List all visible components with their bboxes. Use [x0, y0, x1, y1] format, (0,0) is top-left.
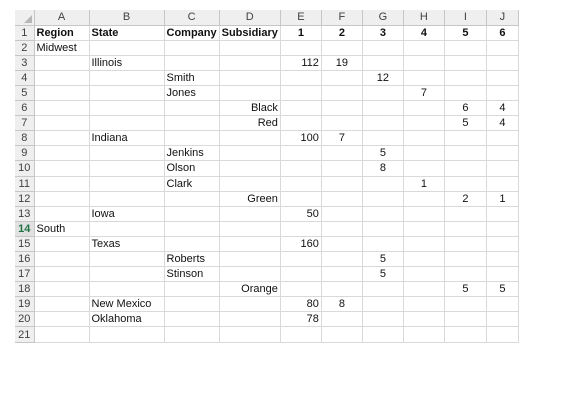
- cell-b2[interactable]: [89, 40, 164, 55]
- sheet-row: [15, 70, 518, 85]
- cell-table: [15, 10, 519, 343]
- spreadsheet-grid[interactable]: [15, 10, 535, 356]
- sheet-row: [15, 55, 518, 70]
- cell-i18[interactable]: 5: [444, 282, 486, 297]
- cell-g9[interactable]: 5: [362, 146, 403, 161]
- cell-e16[interactable]: [280, 252, 321, 267]
- cell-h19[interactable]: [403, 297, 444, 312]
- cell-a3[interactable]: [34, 55, 89, 70]
- cell-e5[interactable]: [280, 85, 321, 100]
- cell-a1[interactable]: Region: [34, 25, 89, 40]
- cell-d6[interactable]: Black: [219, 101, 280, 116]
- cell-d12[interactable]: Green: [219, 191, 280, 206]
- cell-b18[interactable]: [89, 282, 164, 297]
- cell-i20[interactable]: [444, 312, 486, 327]
- cell-j4[interactable]: [486, 70, 518, 85]
- cell-g14[interactable]: [362, 221, 403, 236]
- row-header[interactable]: 11: [15, 176, 34, 191]
- cell-i16[interactable]: [444, 252, 486, 267]
- row-header[interactable]: 3: [15, 55, 34, 70]
- cell-f20[interactable]: [321, 312, 362, 327]
- cell-d4[interactable]: [219, 70, 280, 85]
- column-header-row: [15, 10, 518, 25]
- cell-b13[interactable]: Iowa: [89, 206, 164, 221]
- cell-i12[interactable]: 2: [444, 191, 486, 206]
- sheet-row: [15, 327, 518, 342]
- cell-i21[interactable]: [444, 327, 486, 342]
- cell-g15[interactable]: [362, 236, 403, 251]
- cell-d1[interactable]: Subsidiary: [219, 25, 280, 40]
- cell-h9[interactable]: [403, 146, 444, 161]
- cell-j6[interactable]: 4: [486, 101, 518, 116]
- cell-g20[interactable]: [362, 312, 403, 327]
- cell-c21[interactable]: [164, 327, 219, 342]
- cell-g21[interactable]: [362, 327, 403, 342]
- row-header[interactable]: 9: [15, 146, 34, 161]
- cell-h15[interactable]: [403, 236, 444, 251]
- cell-h3[interactable]: [403, 55, 444, 70]
- cell-c18[interactable]: [164, 282, 219, 297]
- cell-e9[interactable]: [280, 146, 321, 161]
- cell-f15[interactable]: [321, 236, 362, 251]
- cell-b11[interactable]: [89, 176, 164, 191]
- cell-i17[interactable]: [444, 267, 486, 282]
- cell-c19[interactable]: [164, 297, 219, 312]
- cell-f19[interactable]: 8: [321, 297, 362, 312]
- cell-g12[interactable]: [362, 191, 403, 206]
- row-header[interactable]: 16: [15, 252, 34, 267]
- cell-c15[interactable]: [164, 236, 219, 251]
- cell-g10[interactable]: 8: [362, 161, 403, 176]
- column-header-e[interactable]: E: [280, 10, 321, 25]
- sheet-row: [15, 191, 518, 206]
- cell-d3[interactable]: [219, 55, 280, 70]
- cell-j17[interactable]: [486, 267, 518, 282]
- cell-e15[interactable]: 160: [280, 236, 321, 251]
- row-header[interactable]: 14: [15, 221, 34, 236]
- cell-e10[interactable]: [280, 161, 321, 176]
- cell-f8[interactable]: 7: [321, 131, 362, 146]
- cell-c11[interactable]: Clark: [164, 176, 219, 191]
- cell-a7[interactable]: [34, 116, 89, 131]
- column-header-f[interactable]: F: [321, 10, 362, 25]
- cell-j3[interactable]: [486, 55, 518, 70]
- cell-d11[interactable]: [219, 176, 280, 191]
- cell-h11[interactable]: 1: [403, 176, 444, 191]
- cell-d2[interactable]: [219, 40, 280, 55]
- cell-i9[interactable]: [444, 146, 486, 161]
- cell-h18[interactable]: [403, 282, 444, 297]
- cell-d18[interactable]: Orange: [219, 282, 280, 297]
- cell-g18[interactable]: [362, 282, 403, 297]
- row-header[interactable]: 4: [15, 70, 34, 85]
- cell-a21[interactable]: [34, 327, 89, 342]
- cell-e1[interactable]: 1: [280, 25, 321, 40]
- cell-e6[interactable]: [280, 101, 321, 116]
- column-header-h[interactable]: H: [403, 10, 444, 25]
- row-header[interactable]: 13: [15, 206, 34, 221]
- cell-h21[interactable]: [403, 327, 444, 342]
- cell-b8[interactable]: Indiana: [89, 131, 164, 146]
- cell-e18[interactable]: [280, 282, 321, 297]
- cell-c6[interactable]: [164, 101, 219, 116]
- column-header-g[interactable]: G: [362, 10, 403, 25]
- sheet-row: [15, 25, 518, 40]
- row-header[interactable]: 10: [15, 161, 34, 176]
- cell-f1[interactable]: 2: [321, 25, 362, 40]
- cell-j2[interactable]: [486, 40, 518, 55]
- cell-d9[interactable]: [219, 146, 280, 161]
- cell-a4[interactable]: [34, 70, 89, 85]
- cell-f12[interactable]: [321, 191, 362, 206]
- cell-h6[interactable]: [403, 101, 444, 116]
- cell-g13[interactable]: [362, 206, 403, 221]
- cell-f18[interactable]: [321, 282, 362, 297]
- cell-j15[interactable]: [486, 236, 518, 251]
- cell-g1[interactable]: 3: [362, 25, 403, 40]
- cell-g5[interactable]: [362, 85, 403, 100]
- cell-a18[interactable]: [34, 282, 89, 297]
- cell-a6[interactable]: [34, 101, 89, 116]
- cell-f2[interactable]: [321, 40, 362, 55]
- cell-e7[interactable]: [280, 116, 321, 131]
- cell-c7[interactable]: [164, 116, 219, 131]
- cell-h17[interactable]: [403, 267, 444, 282]
- cell-c10[interactable]: Olson: [164, 161, 219, 176]
- cell-f11[interactable]: [321, 176, 362, 191]
- cell-b21[interactable]: [89, 327, 164, 342]
- cell-f17[interactable]: [321, 267, 362, 282]
- cell-i15[interactable]: [444, 236, 486, 251]
- row-header[interactable]: 21: [15, 327, 34, 342]
- cell-h5[interactable]: 7: [403, 85, 444, 100]
- row-header[interactable]: 19: [15, 297, 34, 312]
- cell-g11[interactable]: [362, 176, 403, 191]
- cell-d10[interactable]: [219, 161, 280, 176]
- sheet-row: [15, 101, 518, 116]
- row-header[interactable]: 1: [15, 25, 34, 40]
- cell-f3[interactable]: 19: [321, 55, 362, 70]
- cell-h14[interactable]: [403, 221, 444, 236]
- sheet-row: [15, 85, 518, 100]
- cell-j5[interactable]: [486, 85, 518, 100]
- cell-i2[interactable]: [444, 40, 486, 55]
- cell-e19[interactable]: 80: [280, 297, 321, 312]
- cell-e17[interactable]: [280, 267, 321, 282]
- sheet-row: [15, 221, 518, 236]
- cell-g8[interactable]: [362, 131, 403, 146]
- column-header-c[interactable]: C: [164, 10, 219, 25]
- cell-g3[interactable]: [362, 55, 403, 70]
- cell-j18[interactable]: 5: [486, 282, 518, 297]
- grid-body: [15, 25, 518, 342]
- sheet-row: [15, 312, 518, 327]
- cell-h12[interactable]: [403, 191, 444, 206]
- row-header[interactable]: 5: [15, 85, 34, 100]
- cell-h2[interactable]: [403, 40, 444, 55]
- column-header-j[interactable]: J: [486, 10, 518, 25]
- cell-c17[interactable]: Stinson: [164, 267, 219, 282]
- cell-b3[interactable]: Illinois: [89, 55, 164, 70]
- column-header-d[interactable]: D: [219, 10, 280, 25]
- column-header-i[interactable]: I: [444, 10, 486, 25]
- cell-f9[interactable]: [321, 146, 362, 161]
- cell-b14[interactable]: [89, 221, 164, 236]
- cell-f21[interactable]: [321, 327, 362, 342]
- cell-j12[interactable]: 1: [486, 191, 518, 206]
- cell-a5[interactable]: [34, 85, 89, 100]
- cell-e3[interactable]: 112: [280, 55, 321, 70]
- cell-c2[interactable]: [164, 40, 219, 55]
- sheet-row: [15, 131, 518, 146]
- cell-j1[interactable]: 6: [486, 25, 518, 40]
- select-all-triangle-icon: [24, 15, 32, 23]
- row-header[interactable]: 20: [15, 312, 34, 327]
- cell-e8[interactable]: 100: [280, 131, 321, 146]
- column-header-b[interactable]: B: [89, 10, 164, 25]
- cell-f16[interactable]: [321, 252, 362, 267]
- cell-c12[interactable]: [164, 191, 219, 206]
- cell-b16[interactable]: [89, 252, 164, 267]
- cell-c13[interactable]: [164, 206, 219, 221]
- cell-i19[interactable]: [444, 297, 486, 312]
- cell-f5[interactable]: [321, 85, 362, 100]
- cell-g17[interactable]: 5: [362, 267, 403, 282]
- row-header[interactable]: 18: [15, 282, 34, 297]
- row-header[interactable]: 2: [15, 40, 34, 55]
- cell-a8[interactable]: [34, 131, 89, 146]
- cell-c20[interactable]: [164, 312, 219, 327]
- sheet-row: [15, 116, 518, 131]
- cell-d5[interactable]: [219, 85, 280, 100]
- cell-e13[interactable]: 50: [280, 206, 321, 221]
- cell-a14[interactable]: South: [34, 221, 89, 236]
- cell-e20[interactable]: 78: [280, 312, 321, 327]
- sheet-row: [15, 206, 518, 221]
- cell-i4[interactable]: [444, 70, 486, 85]
- cell-i7[interactable]: 5: [444, 116, 486, 131]
- cell-a11[interactable]: [34, 176, 89, 191]
- sheet-row: [15, 297, 518, 312]
- cell-b7[interactable]: [89, 116, 164, 131]
- cell-b6[interactable]: [89, 101, 164, 116]
- cell-i14[interactable]: [444, 221, 486, 236]
- row-header[interactable]: 15: [15, 236, 34, 251]
- cell-a17[interactable]: [34, 267, 89, 282]
- sheet-row: [15, 161, 518, 176]
- cell-h13[interactable]: [403, 206, 444, 221]
- cell-j9[interactable]: [486, 146, 518, 161]
- cell-j14[interactable]: [486, 221, 518, 236]
- cell-d16[interactable]: [219, 252, 280, 267]
- cell-a12[interactable]: [34, 191, 89, 206]
- select-all-corner[interactable]: [15, 10, 34, 25]
- cell-b4[interactable]: [89, 70, 164, 85]
- cell-e14[interactable]: [280, 221, 321, 236]
- cell-h8[interactable]: [403, 131, 444, 146]
- cell-c14[interactable]: [164, 221, 219, 236]
- cell-g2[interactable]: [362, 40, 403, 55]
- sheet-row: [15, 146, 518, 161]
- cell-i3[interactable]: [444, 55, 486, 70]
- sheet-row: [15, 282, 518, 297]
- cell-b5[interactable]: [89, 85, 164, 100]
- cell-c5[interactable]: Jones: [164, 85, 219, 100]
- cell-a13[interactable]: [34, 206, 89, 221]
- cell-h10[interactable]: [403, 161, 444, 176]
- cell-j7[interactable]: 4: [486, 116, 518, 131]
- cell-b20[interactable]: Oklahoma: [89, 312, 164, 327]
- row-header[interactable]: 17: [15, 267, 34, 282]
- cell-h1[interactable]: 4: [403, 25, 444, 40]
- cell-d13[interactable]: [219, 206, 280, 221]
- cell-b9[interactable]: [89, 146, 164, 161]
- cell-a15[interactable]: [34, 236, 89, 251]
- cell-g7[interactable]: [362, 116, 403, 131]
- cell-i5[interactable]: [444, 85, 486, 100]
- sheet-row: [15, 267, 518, 282]
- cell-i11[interactable]: [444, 176, 486, 191]
- cell-b10[interactable]: [89, 161, 164, 176]
- cell-d20[interactable]: [219, 312, 280, 327]
- cell-f4[interactable]: [321, 70, 362, 85]
- cell-f14[interactable]: [321, 221, 362, 236]
- cell-b15[interactable]: Texas: [89, 236, 164, 251]
- cell-j16[interactable]: [486, 252, 518, 267]
- sheet-row: [15, 236, 518, 251]
- cell-b19[interactable]: New Mexico: [89, 297, 164, 312]
- cell-h16[interactable]: [403, 252, 444, 267]
- cell-g19[interactable]: [362, 297, 403, 312]
- cell-e12[interactable]: [280, 191, 321, 206]
- cell-h20[interactable]: [403, 312, 444, 327]
- cell-d21[interactable]: [219, 327, 280, 342]
- cell-i13[interactable]: [444, 206, 486, 221]
- cell-g16[interactable]: 5: [362, 252, 403, 267]
- cell-c9[interactable]: Jenkins: [164, 146, 219, 161]
- row-header[interactable]: 7: [15, 116, 34, 131]
- cell-b12[interactable]: [89, 191, 164, 206]
- row-header[interactable]: 6: [15, 101, 34, 116]
- cell-a19[interactable]: [34, 297, 89, 312]
- cell-g4[interactable]: 12: [362, 70, 403, 85]
- cell-a10[interactable]: [34, 161, 89, 176]
- cell-e4[interactable]: [280, 70, 321, 85]
- cell-f10[interactable]: [321, 161, 362, 176]
- cell-c8[interactable]: [164, 131, 219, 146]
- cell-j13[interactable]: [486, 206, 518, 221]
- cell-e21[interactable]: [280, 327, 321, 342]
- cell-g6[interactable]: [362, 101, 403, 116]
- column-header-a[interactable]: A: [34, 10, 89, 25]
- cell-h7[interactable]: [403, 116, 444, 131]
- cell-j8[interactable]: [486, 131, 518, 146]
- cell-d7[interactable]: Red: [219, 116, 280, 131]
- cell-i10[interactable]: [444, 161, 486, 176]
- cell-f13[interactable]: [321, 206, 362, 221]
- cell-j19[interactable]: [486, 297, 518, 312]
- cell-j20[interactable]: [486, 312, 518, 327]
- cell-j21[interactable]: [486, 327, 518, 342]
- cell-d15[interactable]: [219, 236, 280, 251]
- cell-c1[interactable]: Company: [164, 25, 219, 40]
- sheet-row: [15, 176, 518, 191]
- cell-b1[interactable]: State: [89, 25, 164, 40]
- cell-f6[interactable]: [321, 101, 362, 116]
- row-header[interactable]: 12: [15, 191, 34, 206]
- cell-d8[interactable]: [219, 131, 280, 146]
- cell-c3[interactable]: [164, 55, 219, 70]
- cell-i1[interactable]: 5: [444, 25, 486, 40]
- sheet-row: [15, 40, 518, 55]
- cell-j10[interactable]: [486, 161, 518, 176]
- cell-e2[interactable]: [280, 40, 321, 55]
- cell-a9[interactable]: [34, 146, 89, 161]
- cell-e11[interactable]: [280, 176, 321, 191]
- cell-d17[interactable]: [219, 267, 280, 282]
- cell-i8[interactable]: [444, 131, 486, 146]
- cell-j11[interactable]: [486, 176, 518, 191]
- cell-d14[interactable]: [219, 221, 280, 236]
- cell-a16[interactable]: [34, 252, 89, 267]
- row-header[interactable]: 8: [15, 131, 34, 146]
- cell-h4[interactable]: [403, 70, 444, 85]
- cell-f7[interactable]: [321, 116, 362, 131]
- cell-a2[interactable]: Midwest: [34, 40, 89, 55]
- cell-d19[interactable]: [219, 297, 280, 312]
- cell-b17[interactable]: [89, 267, 164, 282]
- cell-i6[interactable]: 6: [444, 101, 486, 116]
- sheet-row: [15, 252, 518, 267]
- cell-c16[interactable]: Roberts: [164, 252, 219, 267]
- cell-c4[interactable]: Smith: [164, 70, 219, 85]
- cell-a20[interactable]: [34, 312, 89, 327]
